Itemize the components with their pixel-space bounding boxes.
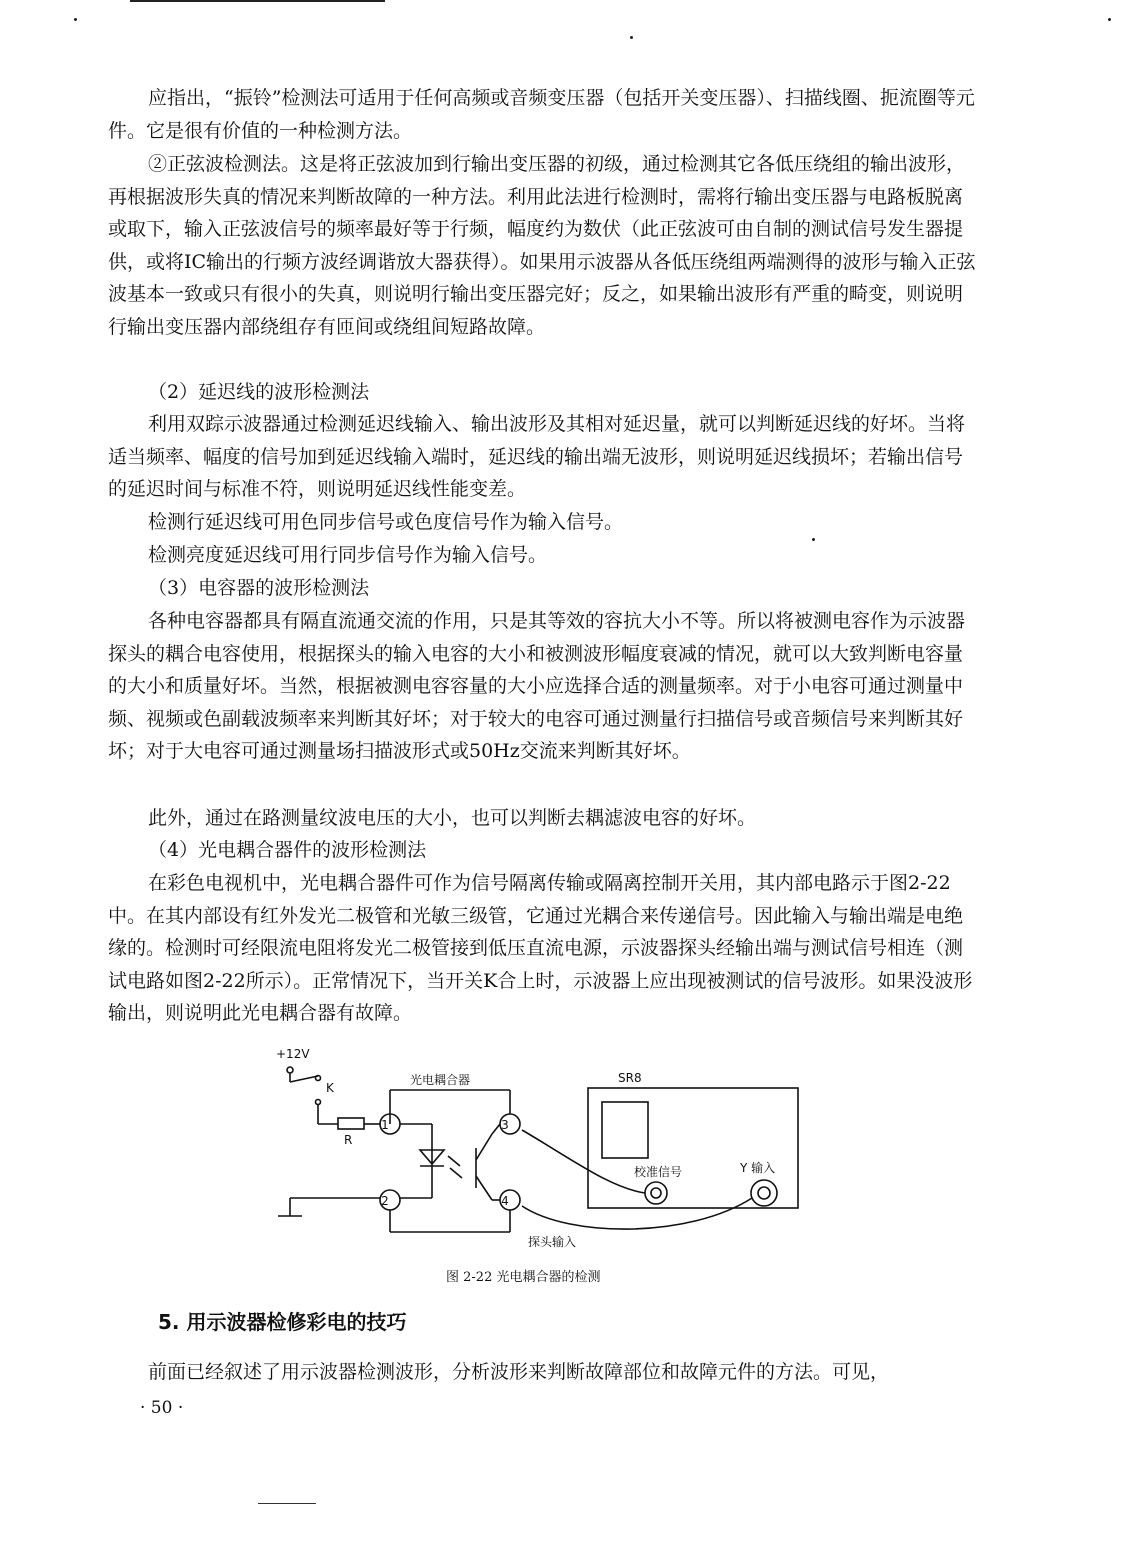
- scope-screen: [602, 1102, 648, 1158]
- cal-signal-jack: [645, 1182, 667, 1204]
- probe-lead-2: [522, 1198, 752, 1229]
- paragraph-5: 检测亮度延迟线可用行同步信号作为输入信号。: [148, 544, 548, 566]
- resistor-r: [338, 1118, 364, 1129]
- top-rule: [130, 0, 385, 2]
- label-optocoupler: 光电耦合器: [410, 1073, 471, 1087]
- paragraph-3: 利用双踪示波器通过检测延迟线输入、输出波形及其相对延迟量，就可以判断延迟线的好坏。当将适当频率、幅度的信号加到延迟线输入端时，延迟线的输出端无波形，则说明延迟线损坏；若输出信号的延迟时间与标准不符，则说明延迟线性能变差。: [108, 413, 966, 500]
- oscilloscope-sr8: [588, 1088, 798, 1208]
- label-probe: 探头输入: [528, 1235, 577, 1249]
- scan-speck: [74, 18, 77, 21]
- scan-speck: [1108, 18, 1111, 21]
- label-y-input: Y 输入: [740, 1161, 776, 1175]
- heading-optocoupler: （4）光电耦合器件的波形检测法: [148, 839, 427, 861]
- label-supply: +12V: [276, 1047, 310, 1061]
- heading-delay-line: （2）延迟线的波形检测法: [148, 381, 370, 403]
- paragraph-7: 此外，通过在路测量纹波电压的大小，也可以判断去耦滤波电容的好坏。: [148, 807, 757, 829]
- paragraph-8: 在彩色电视机中，光电耦合器件可作为信号隔离传输或隔离控制开关用，其内部电路示于图2-22中。在其内部设有红外发光二极管和光敏三级管，它通过光耦合来传递信号。因此输入与输出端是电绝缘的。检测时可经限流电阻将发光二极管接到低压直流电源，示波器探头经输出端与测试信号相连（测试电路如图2-22所示）。正常情况下，当开关K合上时，示波器上应出现被测试的信号波形。如果没波形输出，则说明此光电耦合器有故障。: [108, 872, 973, 1024]
- y-input-jack: [751, 1180, 777, 1206]
- paragraph-2: ②正弦波检测法。这是将正弦波加到行输出变压器的初级，通过检测其它各低压绕组的输出波形，再根据波形失真的情况来判断故障的一种方法。利用此法进行检测时，需将行输出变压器与电路板脱离或取下，输入正弦波信号的频率最好等于行频，幅度约为数伏（此正弦波可由自制的测试信号发生器提供，或将IC输出的行频方波经调谐放大器获得）。如果用示波器从各低压绕组两端测得的波形与输入正弦波基本一致或只有很小的失真，则说明行输出变压器完好；反之，如果输出波形有严重的畸变，则说明行输出变压器内部绕组存有匝间或绕组间短路故障。: [108, 153, 976, 338]
- supply-terminal: [287, 1067, 293, 1073]
- label-cal-signal: 校准信号: [634, 1165, 683, 1179]
- figure-caption: 图 2-22 光电耦合器的检测: [446, 1270, 601, 1285]
- scan-speck: [812, 538, 815, 541]
- label-pin-1: 1: [381, 1118, 389, 1132]
- probe-lead-1: [522, 1130, 645, 1193]
- bottom-rule: [258, 1503, 316, 1504]
- label-pin-3: 3: [501, 1118, 509, 1132]
- optocoupler-test-circuit: [270, 1038, 810, 1253]
- paragraph-6: 各种电容器都具有隔直流通交流的作用，只是其等效的容抗大小不等。所以将被测电容作为示波器探头的耦合电容使用，根据探头的输入电容的大小和被测波形幅度衰减的情况，就可以大致判断电容量的大小和质量好坏。当然，根据被测电容容量的大小应选择合适的测量频率。对于小电容可通过测量中频、视频或色副载波频率来判断其好坏；对于较大的电容可通过测量行扫描信号或音频信号来判断其好坏；对于大电容可通过测量场扫描波形式或50Hz交流来判断其好坏。: [108, 610, 966, 762]
- final-line: 前面已经叙述了用示波器检测波形，分析波形来判断故障部位和故障元件的方法。可见，: [148, 1361, 890, 1383]
- paragraph-4: 检测行延迟线可用色同步信号或色度信号作为输入信号。: [148, 511, 624, 533]
- label-pin-2: 2: [381, 1194, 389, 1208]
- label-pin-4: 4: [501, 1194, 509, 1208]
- switch-k: [290, 1076, 318, 1082]
- label-switch: K: [326, 1081, 334, 1095]
- label-resistor: R: [344, 1133, 353, 1147]
- section-title: 5. 用示波器检修彩电的技巧: [158, 1310, 407, 1334]
- scan-speck: [630, 36, 633, 39]
- label-scope: SR8: [618, 1071, 642, 1085]
- heading-capacitor: （3）电容器的波形检测法: [148, 577, 370, 599]
- paragraph-1: 应指出，“振铃”检测法可适用于任何高频或音频变压器（包括开关变压器）、扫描线圈、扼流圈等元件。它是很有价值的一种检测方法。: [108, 87, 975, 142]
- page-number: · 50 ·: [140, 1398, 184, 1418]
